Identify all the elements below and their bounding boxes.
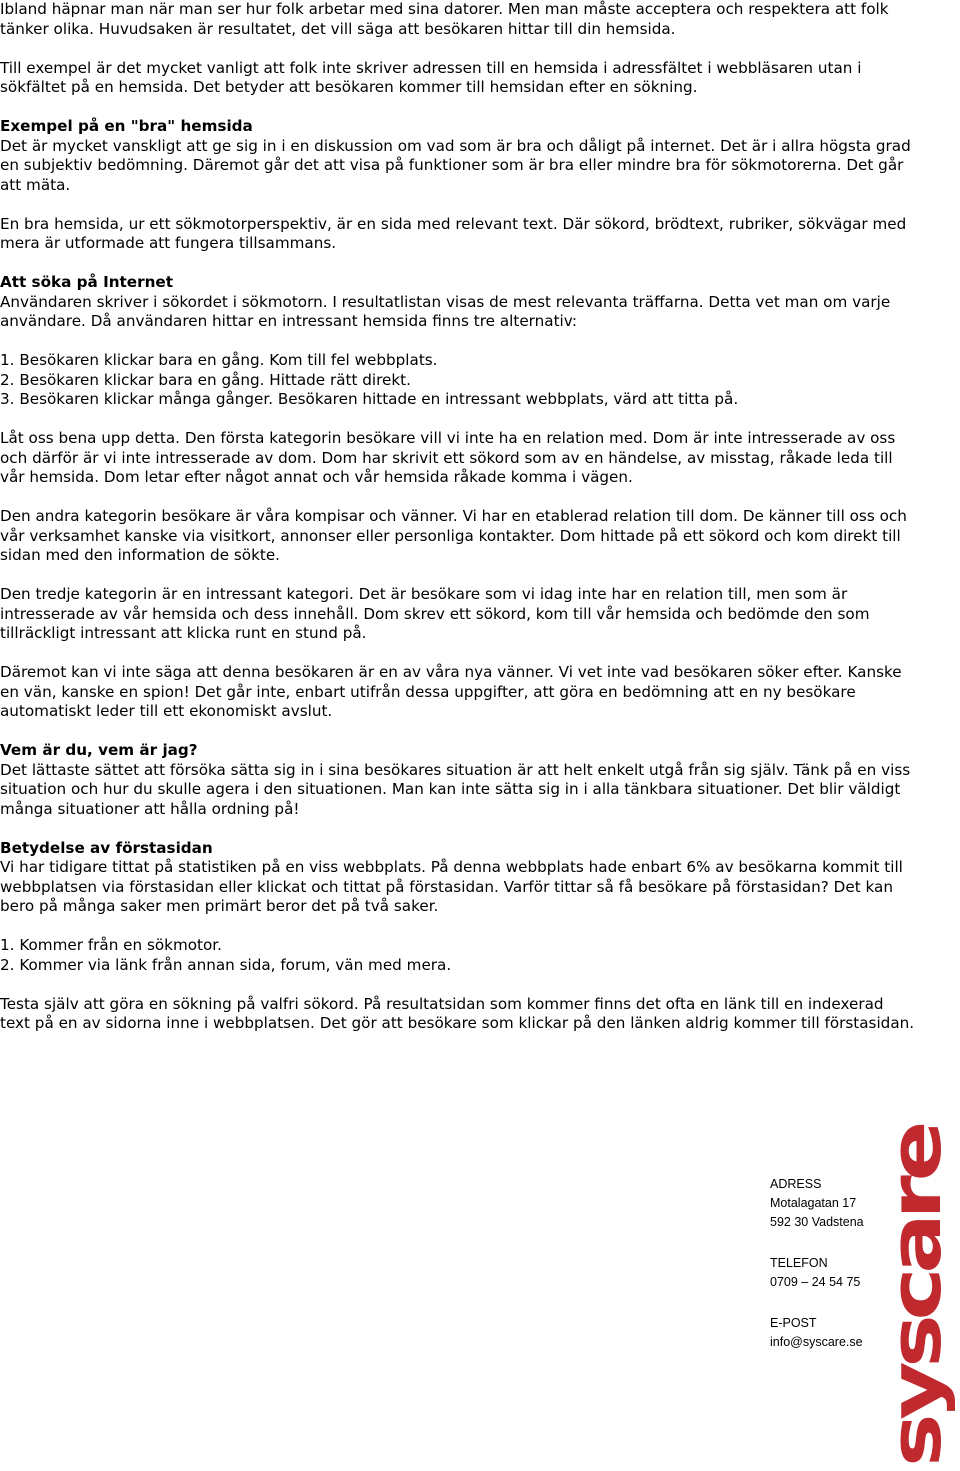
paragraph: Till exempel är det mycket vanligt att folk inte skriver adressen till en hemsida i adressfältet i webbläsaren utan i sökfältet på en hemsida. Det betyder att besökaren kommer till hemsidan efter en sökning. [0, 58, 862, 96]
closing-paragraph: Testa själv att göra en sökning på valfri sökord. På resultatsidan som kommer finns det ofta en länk till en indexerad text på en av sidorna inne i webbplatsen. Det gör att besökare som klickar på den länken aldrig kommer till förstasidan. [0, 994, 915, 1032]
phone-label: TELEFON [770, 1256, 828, 1270]
address-block [770, 1175, 890, 1232]
phone-number: 0709 – 24 54 75 [770, 1275, 861, 1289]
logo-text: syscare [875, 1202, 957, 1467]
address-line: 592 30 Vadstena [770, 1215, 864, 1229]
paragraph: Låt oss bena upp detta. Den första kategorin besökare vill vi inte ha en relation med. Dom är inte intresserade av oss och därför är vi inte intresserade av dom. Dom har skrivit ett sökord som av en händelse, av misstag, råkade leda till vår hemsida. Dom letar efter något annat och vår hemsida råkade komma i vägen. [0, 429, 896, 486]
section-heading: Att söka på Internet [0, 273, 173, 291]
email-block [770, 1314, 890, 1352]
section-who [0, 741, 915, 819]
paragraph: Den tredje kategorin är en intressant kategori. Det är besökare som vi idag inte har en relation till, men som är intresserade av vår hemsida och dess innehåll. Dom skrev ett sökord, kom till vår hemsida och bedömde den som tillräckligt intressant att klicka runt en stund på. [0, 585, 870, 642]
list-item: 2. Besökaren klickar bara en gång. Hittade rätt direkt. [0, 370, 411, 389]
section-example [0, 117, 915, 195]
section-text: Det lättaste sättet att försöka sätta sig in i sina besökares situation är att helt enkelt utgå från sig själv. Tänk på en viss situation och hur du skulle agera i den situationen. Man kan inte sätta sig in i alla tänkbara situationer. Det blir väldigt många situationer att hålla ordning på! [0, 760, 911, 818]
section-text: Vi har tidigare tittat på statistiken på en viss webbplats. På denna webbplats hade enbart 6% av besökarna kommit till webbplatsen via förstasidan eller klickat och tittat på förstasidan. Varför tittar så få besökare på förstasidan? Det kan bero på många saker men primärt beror det på två saker. [0, 858, 903, 915]
list-item: 3. Besökaren klickar många gånger. Besökaren hittade en intressant webbplats, värd att titta på. [0, 390, 739, 408]
list-item: 1. Kommer från en sökmotor. [0, 936, 222, 954]
section-heading: Vem är du, vem är jag? [0, 741, 198, 759]
email-label: E-POST [770, 1316, 817, 1330]
section-search [0, 273, 915, 332]
intro-paragraph: Ibland häpnar man när man ser hur folk arbetar med sina datorer. Men man måste acceptera och respektera att folk tänker olika. Huvudsaken är resultatet, det vill säga att besökaren hittar till din hemsida. [0, 0, 889, 38]
section-text: Det är mycket vanskligt att ge sig in i en diskussion om vad som är bra och dåligt på internet. Det är i allra högsta grad en subjektiv bedömning. Däremot går det att visa på funktioner som är bra eller mindre bra för sökmotorerna. Det går att mäta. [0, 136, 911, 194]
paragraph: En bra hemsida, ur ett sökmotorperspektiv, är en sida med relevant text. Där sökord, brödtext, rubriker, sökvägar med mera är utformade att fungera tillsammans. [0, 214, 907, 252]
section-heading: Exempel på en "bra" hemsida [0, 117, 253, 135]
contact-footer [770, 1175, 890, 1374]
list-item: 1. Besökaren klickar bara en gång. Kom till fel webbplats. [0, 351, 438, 369]
section-heading: Betydelse av förstasidan [0, 838, 213, 857]
syscare-logo [875, 1125, 957, 1470]
email-address: info@syscare.se [770, 1335, 863, 1349]
address-line: Motalagatan 17 [770, 1196, 857, 1210]
section-frontpage [0, 839, 915, 917]
alternatives-list [0, 351, 915, 410]
list-item: 2. Kommer via länk från annan sida, forum, vän med mera. [0, 955, 452, 974]
phone-block [770, 1254, 890, 1292]
paragraph: Den andra kategorin besökare är våra kompisar och vänner. Vi har en etablerad relation till dom. De känner till oss och vår verksamhet kanske via visitkort, annonser eller personliga kontakter. Dom hittade på ett sökord och kom direkt till sidan med den information de sökte. [0, 507, 907, 564]
reasons-list [0, 936, 915, 975]
paragraph: Däremot kan vi inte säga att denna besökaren är en av våra nya vänner. Vi vet inte vad besökaren söker efter. Kanske en vän, kanske en spion! Det går inte, enbart utifrån dessa uppgifter, att göra en bedömning att en ny besökare automatiskt leder till ett ekonomiskt avslut. [0, 663, 902, 720]
section-text: Användaren skriver i sökordet i sökmotorn. I resultatlistan visas de mest relevanta träffarna. Detta vet man om varje användare. Då användaren hittar en intressant hemsida finns tre alternativ: [0, 292, 891, 330]
address-label: ADRESS [770, 1177, 822, 1191]
